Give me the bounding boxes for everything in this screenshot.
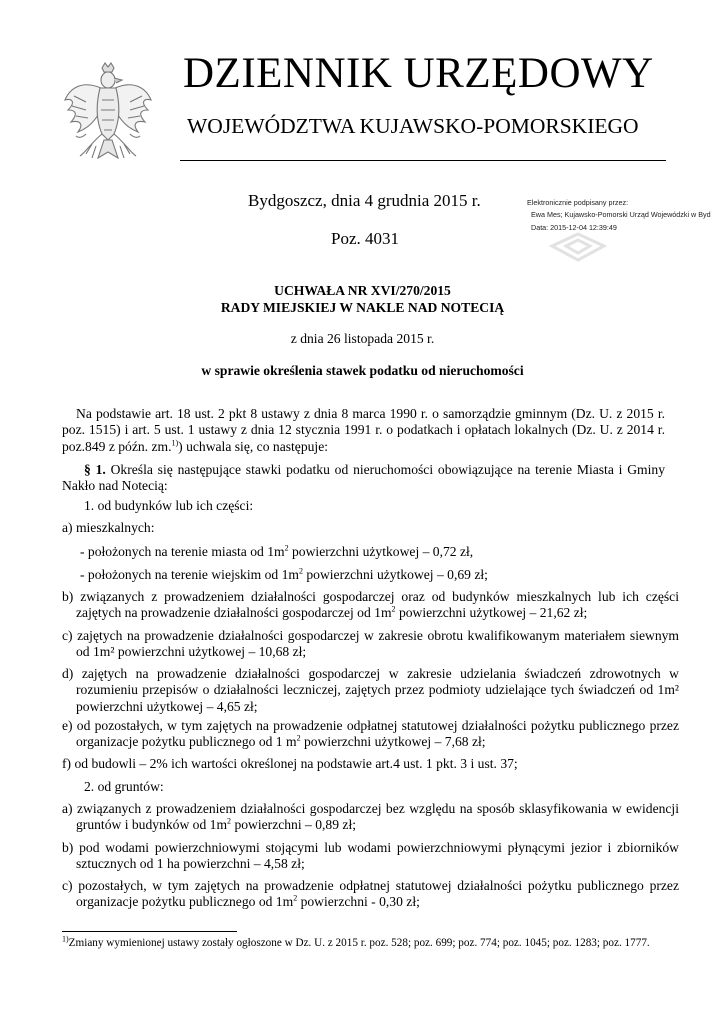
- section-1-label: § 1.: [84, 462, 106, 477]
- resolution-council: RADY MIEJSKIEJ W NAKLE NAD NOTECIĄ: [220, 299, 505, 315]
- eagle-emblem-icon: [62, 60, 154, 168]
- journal-title: DZIENNIK URZĘDOWY: [183, 50, 654, 97]
- footnote: [62, 936, 665, 951]
- superscript-2: 2: [284, 543, 289, 553]
- section-1-text: Określa się następujące stawki podatku od nieruchomości obowiązujące na terenie Miasta i Gminy Nakło nad Notecią:: [62, 462, 665, 494]
- section-1-paragraph: [62, 462, 665, 495]
- buildings-b-value: powierzchni użytkowej – 21,62 zł;: [395, 605, 588, 621]
- buildings-heading: 1. od budynków lub ich części:: [84, 498, 254, 513]
- land-c-value: powierzchni - 0,30 zł;: [297, 894, 420, 910]
- superscript-2: 2: [227, 816, 232, 826]
- buildings-a-rural-text: - położonych na terenie wiejskim od 1m: [80, 567, 299, 582]
- footnote-marker: 1): [62, 934, 69, 944]
- journal-subtitle: WOJEWÓDZTWA KUJAWSKO-POMORSKIEGO: [187, 114, 639, 138]
- buildings-a-rural-value: powierzchni użytkowej – 0,69 zł;: [302, 567, 488, 582]
- preamble-tail: ) uchwala się, co następuje:: [178, 438, 329, 454]
- preamble-text: Na podstawie art. 18 ust. 2 pkt 8 ustawy z dnia 8 marca 1990 r. o samorządzie gminnym (Dz. U. z 2015 r. poz. 1515) i art. 5 ust. 1 ustawy z dnia 12 stycznia 1991 r. o podatkach i opłatach lokalnych (Dz. U. z 2014 r. poz.849 z późn. zm.: [62, 406, 665, 454]
- buildings-f: f) od budowli – 2% ich wartości określonej na podstawie art.4 ust. 1 pkt. 3 i ust. 37;: [62, 756, 518, 771]
- buildings-a-city: [80, 544, 683, 560]
- buildings-e: [62, 718, 679, 751]
- resolution-subject: w sprawie określenia stawek podatku od nieruchomości: [201, 363, 524, 378]
- superscript-2: 2: [293, 893, 298, 903]
- land-b: b) pod wodami powierzchniowymi stojącymi lub wodami powierzchniowymi płynącymi jezior i zbiorników sztucznych od 1 ha powierzchni – 4,58 zł;: [62, 840, 679, 872]
- buildings-b: [62, 589, 679, 622]
- position-number: Poz. 4031: [331, 229, 399, 248]
- signature-line2: Ewa Mes; Kujawsko-Pomorski Urząd Wojewódzki w Byd: [531, 210, 711, 220]
- buildings-c: c) zajętych na prowadzenie działalności gospodarczej w zakresie obrotu kwalifikowanym materiałem siewnym od 1m² powierzchni użytkowej – 10,68 zł;: [62, 628, 679, 660]
- land-a-text: a) związanych z prowadzeniem działalności gospodarczej bez względu na sposób sklasyfikowania w ewidencji gruntów i budynków od 1m: [62, 801, 679, 833]
- buildings-e-text: e) od pozostałych, w tym zajętych na prowadzenie odpłatnej statutowej działalności pożytku publicznego przez organizacje pożytku publicznego od 1 m: [62, 718, 679, 750]
- buildings-b-text: b) związanych z prowadzeniem działalności gospodarczej oraz od budynków mieszkalnych lub ich części zajętych na prowadzenie działalności gospodarczej od 1m: [62, 589, 679, 621]
- buildings-d: d) zajętych na prowadzenie działalności gospodarczej w zakresie udzielania świadczeń zdrowotnych w rozumieniu przepisów o działalności leczniczej, zajętych przez podmioty udzielające tych świadczeń od 1m² powierzchni użytkowej – 4,65 zł;: [62, 666, 679, 714]
- land-a-value: powierzchni – 0,89 zł;: [231, 817, 356, 833]
- superscript-2: 2: [391, 604, 396, 614]
- signature-line3: Data: 2015-12-04 12:39:49: [531, 222, 617, 232]
- resolution-number: UCHWAŁA NR XVI/270/2015: [274, 283, 451, 298]
- preamble-paragraph: [62, 406, 665, 455]
- buildings-a-city-value: powierzchni użytkowej – 0,72 zł,: [288, 544, 474, 559]
- land-c-text: c) pozostałych, w tym zajętych na prowadzenie odpłatnej statutowej działalności pożytku publicznego przez organizacje pożytku publicznego od 1m: [62, 878, 679, 910]
- buildings-a-rural: [80, 567, 683, 583]
- footnote-divider: [62, 931, 237, 932]
- buildings-e-value: powierzchni użytkowej – 7,68 zł;: [300, 734, 486, 750]
- land-a: [62, 801, 679, 834]
- superscript-2: 2: [298, 566, 303, 576]
- buildings-a-city-text: - położonych na terenie miasta od 1m: [80, 544, 285, 559]
- footnote-text: Zmiany wymienionej ustawy zostały ogłoszone w Dz. U. z 2015 r. poz. 528; poz. 699; poz. 774; poz. 1045; poz. 1283; poz. 1777.: [68, 937, 650, 949]
- buildings-a-label: a) mieszkalnych:: [62, 520, 155, 535]
- publication-date: Bydgoszcz, dnia 4 grudnia 2015 r.: [248, 191, 481, 210]
- superscript-2: 2: [296, 733, 301, 743]
- signature-line1: Elektronicznie podpisany przez:: [527, 198, 629, 207]
- header-divider: [180, 160, 666, 161]
- resolution-date: z dnia 26 listopada 2015 r.: [290, 331, 435, 346]
- land-heading: 2. od gruntów:: [84, 779, 164, 794]
- signature-mark-icon: [548, 228, 608, 266]
- footnote-reference: 1): [171, 438, 179, 448]
- resolution-heading: [0, 283, 725, 316]
- land-c: [62, 878, 679, 911]
